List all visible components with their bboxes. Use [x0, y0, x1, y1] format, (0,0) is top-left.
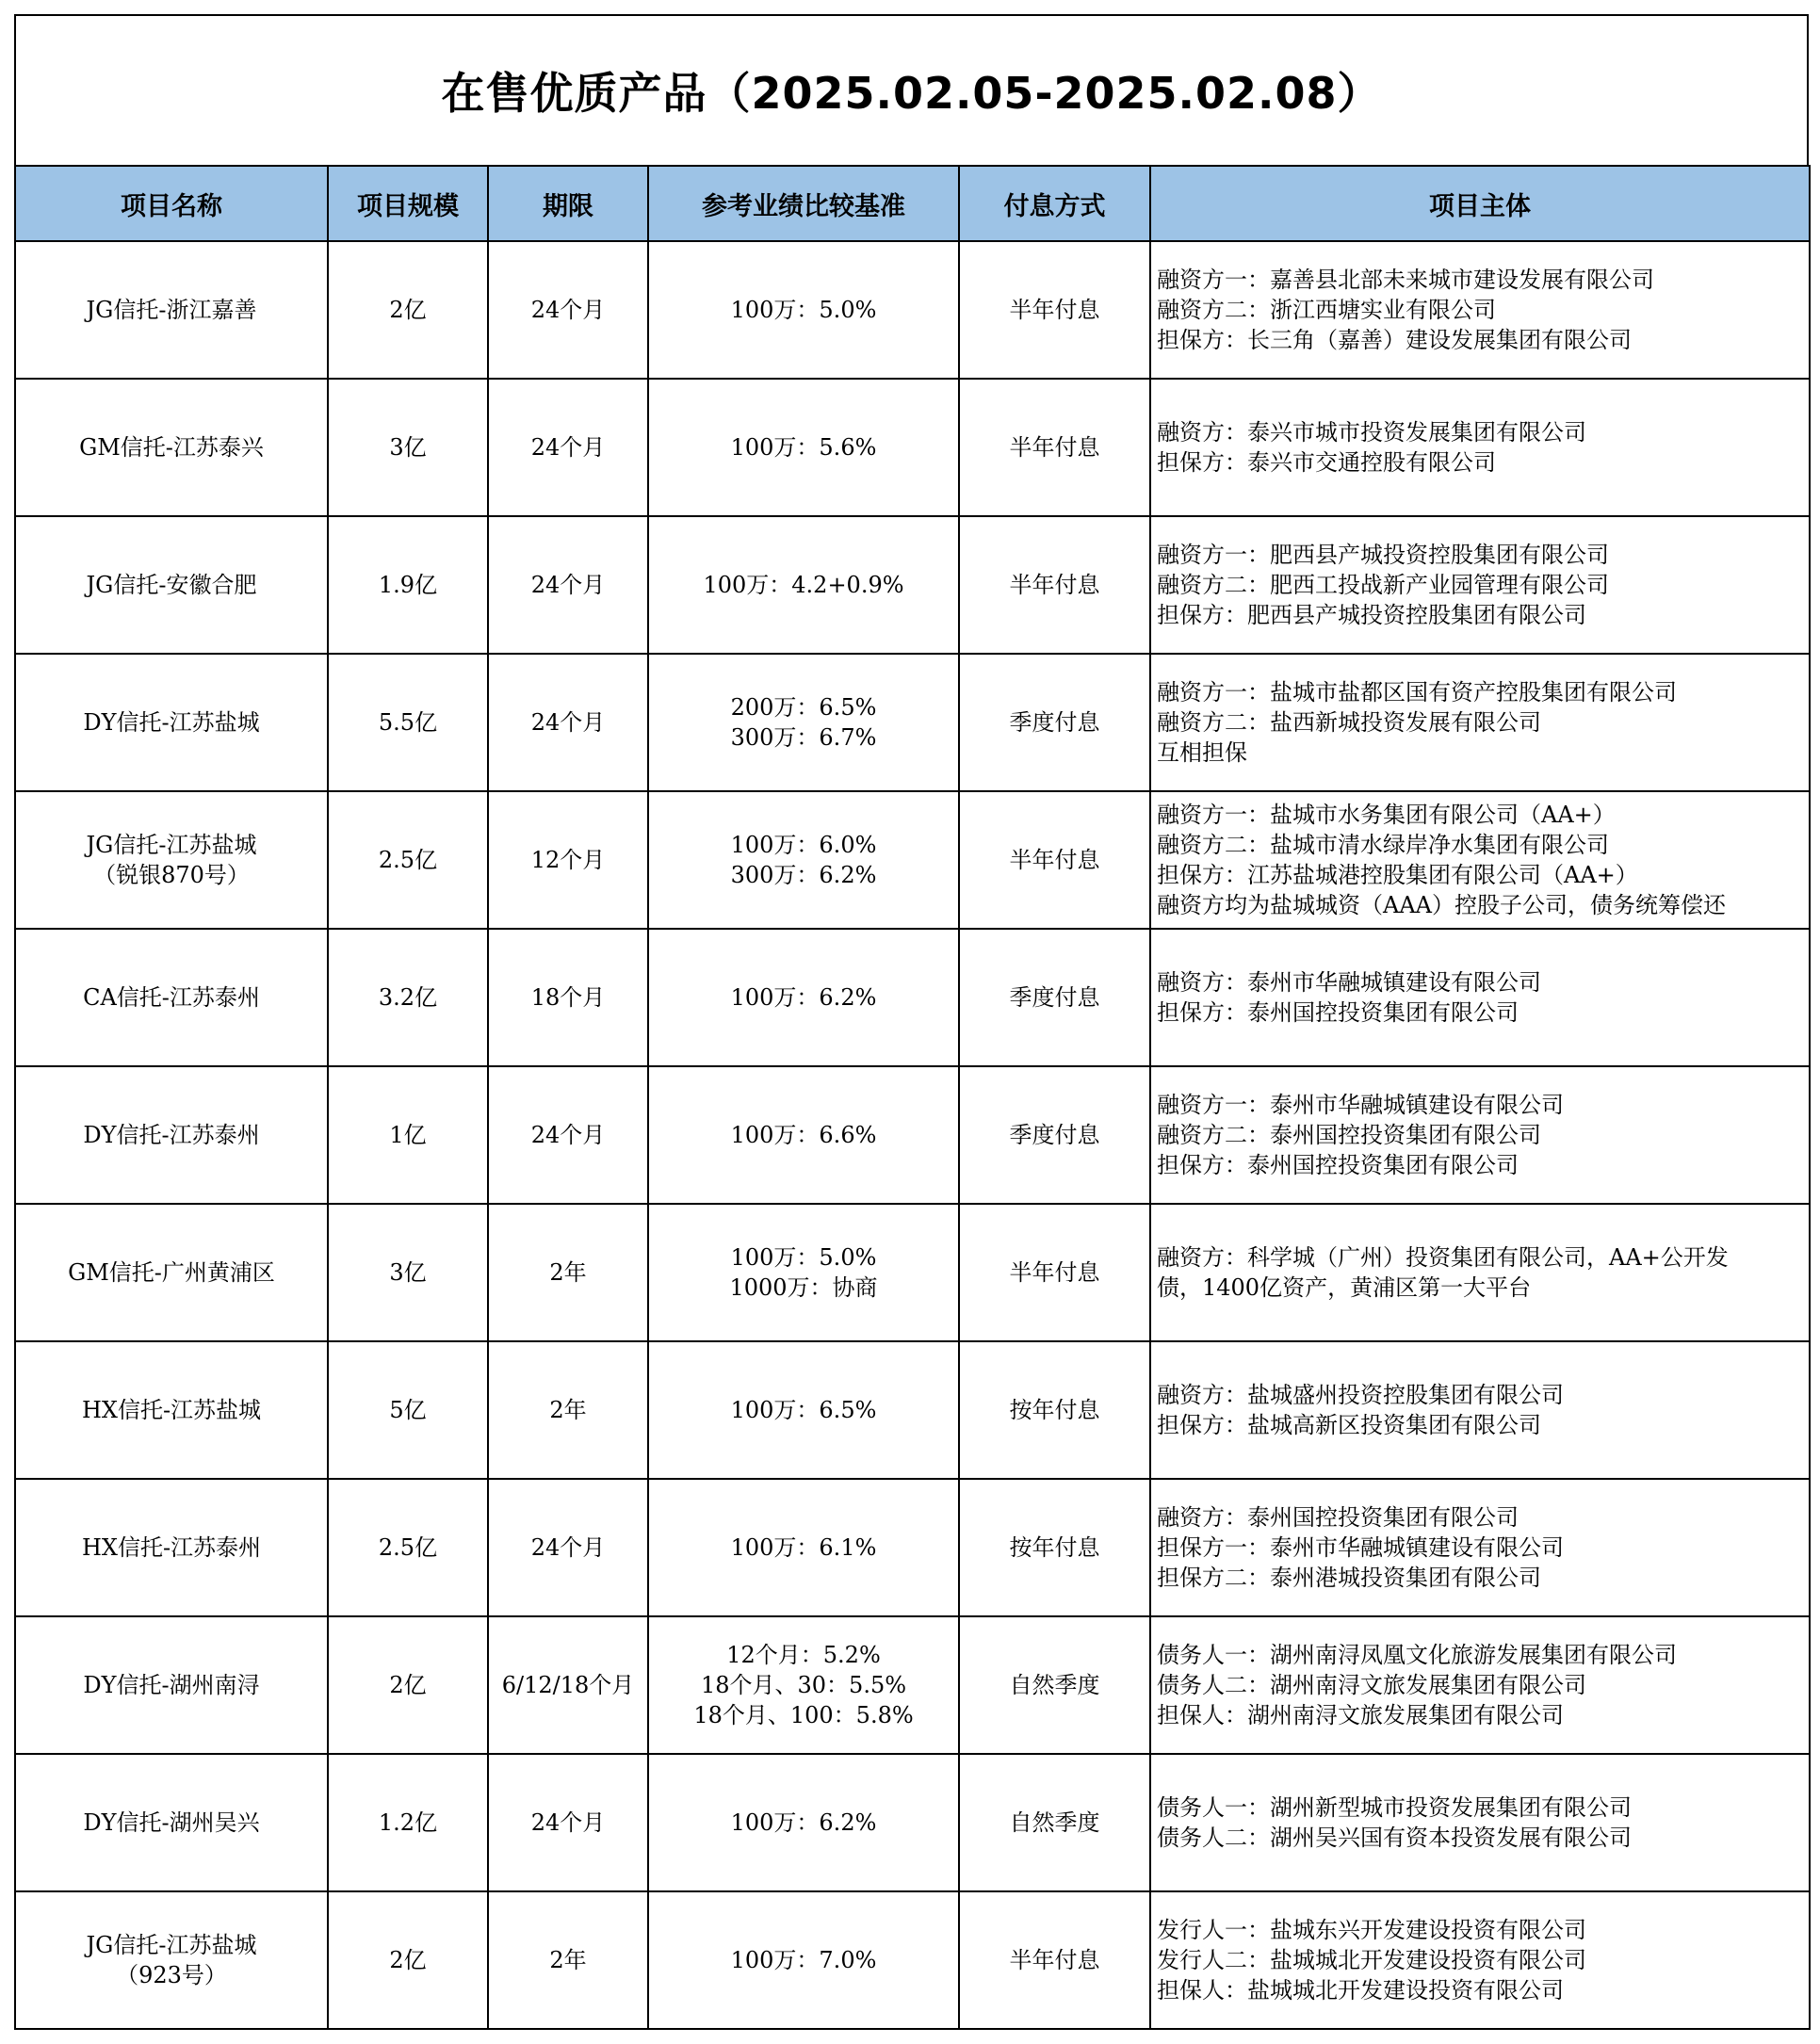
project-name-cell-line: GM信托-广州黄浦区 — [68, 1259, 275, 1286]
subject-cell-line: 债务人一：湖州南浔凤凰文化旅游发展集团有限公司 — [1157, 1642, 1677, 1668]
payment-cell: 按年付息 — [959, 1479, 1150, 1616]
benchmark-cell-line: 100万：6.6% — [730, 1122, 877, 1148]
benchmark-cell — [648, 1754, 959, 1891]
table-row — [15, 1479, 1810, 1616]
payment-cell: 季度付息 — [959, 929, 1150, 1066]
benchmark-cell-line: 100万：6.5% — [730, 1397, 877, 1423]
payment-cell: 按年付息 — [959, 1341, 1150, 1479]
subject-cell-line: 融资方：泰州市华融城镇建设有限公司 — [1157, 969, 1541, 996]
benchmark-cell-line: 100万：7.0% — [730, 1947, 877, 1973]
table-row — [15, 654, 1810, 791]
subject-cell-line: 债务人一：湖州新型城市投资发展集团有限公司 — [1157, 1794, 1632, 1821]
term-cell: 18个月 — [488, 929, 648, 1066]
term-cell: 24个月 — [488, 241, 648, 379]
benchmark-cell-line: 100万：6.1% — [730, 1534, 877, 1561]
subject-cell — [1150, 929, 1810, 1066]
subject-cell — [1150, 1204, 1810, 1341]
benchmark-cell-line: 100万：6.2% — [730, 1809, 877, 1836]
table-row — [15, 1341, 1810, 1479]
product-table — [14, 165, 1811, 2030]
project-scale-cell: 5.5亿 — [328, 654, 488, 791]
term-cell: 24个月 — [488, 1479, 648, 1616]
header-project-scale: 项目规模 — [328, 166, 488, 241]
subject-cell-line: 融资方一：泰州市华融城镇建设有限公司 — [1157, 1092, 1564, 1118]
project-scale-cell: 3.2亿 — [328, 929, 488, 1066]
project-name-cell-line: （锐银870号） — [93, 862, 250, 888]
header-payment: 付息方式 — [959, 166, 1150, 241]
benchmark-cell-line: 200万：6.5% — [730, 694, 877, 721]
page-title: 在售优质产品（2025.02.05-2025.02.08） — [441, 68, 1382, 119]
benchmark-cell-line: 100万：4.2+0.9% — [703, 572, 904, 598]
table-row — [15, 516, 1810, 654]
table-row — [15, 1204, 1810, 1341]
subject-cell — [1150, 1066, 1810, 1204]
header-row — [15, 166, 1810, 241]
project-scale-cell: 2.5亿 — [328, 1479, 488, 1616]
benchmark-cell-line: 18个月、30：5.5% — [700, 1672, 907, 1698]
subject-cell-line: 融资方：盐城盛州投资控股集团有限公司 — [1157, 1382, 1564, 1408]
table-row — [15, 379, 1810, 516]
subject-cell-line: 融资方：科学城（广州）投资集团有限公司，AA+公开发 — [1157, 1244, 1729, 1271]
product-sheet — [14, 14, 1809, 2030]
subject-cell-line: 融资方二：盐城市清水绿岸净水集团有限公司 — [1157, 832, 1609, 858]
project-scale-cell: 2亿 — [328, 241, 488, 379]
benchmark-cell-line: 300万：6.7% — [730, 724, 877, 751]
table-row — [15, 1616, 1810, 1754]
benchmark-cell — [648, 929, 959, 1066]
project-name-cell — [15, 1754, 328, 1891]
subject-cell-line: 融资方均为盐城城资（AAA）控股子公司，债务统筹偿还 — [1157, 892, 1726, 918]
benchmark-cell-line: 12个月：5.2% — [726, 1642, 881, 1668]
term-cell: 24个月 — [488, 379, 648, 516]
benchmark-cell-line: 18个月、100：5.8% — [693, 1702, 914, 1728]
project-scale-cell: 1.2亿 — [328, 1754, 488, 1891]
term-cell: 24个月 — [488, 1754, 648, 1891]
project-name-cell — [15, 379, 328, 516]
subject-cell-line: 担保人：盐城城北开发建设投资有限公司 — [1157, 1977, 1564, 2003]
project-scale-cell: 3亿 — [328, 1204, 488, 1341]
project-name-cell — [15, 516, 328, 654]
subject-cell-line: 担保方一：泰州市华融城镇建设有限公司 — [1157, 1534, 1564, 1561]
subject-cell — [1150, 1341, 1810, 1479]
benchmark-cell — [648, 1341, 959, 1479]
subject-cell-line: 担保方：肥西县产城投资控股集团有限公司 — [1157, 602, 1586, 628]
subject-cell-line: 融资方二：浙江西塘实业有限公司 — [1157, 297, 1496, 323]
subject-cell — [1150, 1616, 1810, 1754]
subject-cell-line: 担保方：盐城高新区投资集团有限公司 — [1157, 1412, 1541, 1438]
subject-cell-line: 融资方：泰州国控投资集团有限公司 — [1157, 1504, 1519, 1531]
subject-cell-line: 发行人二：盐城城北开发建设投资有限公司 — [1157, 1947, 1586, 1973]
payment-cell: 半年付息 — [959, 516, 1150, 654]
subject-cell — [1150, 516, 1810, 654]
project-scale-cell: 3亿 — [328, 379, 488, 516]
benchmark-cell-line: 100万：6.0% — [730, 832, 877, 858]
term-cell: 6/12/18个月 — [488, 1616, 648, 1754]
subject-cell — [1150, 379, 1810, 516]
payment-cell: 半年付息 — [959, 791, 1150, 929]
benchmark-cell — [648, 1479, 959, 1616]
subject-cell-line: 融资方一：盐城市盐都区国有资产控股集团有限公司 — [1157, 679, 1677, 706]
term-cell: 12个月 — [488, 791, 648, 929]
project-name-cell-line: DY信托-江苏泰州 — [83, 1122, 260, 1148]
benchmark-cell — [648, 791, 959, 929]
payment-cell: 半年付息 — [959, 1891, 1150, 2029]
project-name-cell-line: HX信托-江苏盐城 — [81, 1397, 262, 1423]
subject-cell-line: 融资方：泰兴市城市投资发展集团有限公司 — [1157, 419, 1586, 446]
table-row — [15, 1066, 1810, 1204]
payment-cell: 季度付息 — [959, 654, 1150, 791]
benchmark-cell-line: 100万：5.6% — [730, 434, 877, 461]
payment-cell: 半年付息 — [959, 1204, 1150, 1341]
table-row — [15, 1891, 1810, 2029]
project-name-cell-line: JG信托-安徽合肥 — [86, 572, 257, 598]
benchmark-cell — [648, 1616, 959, 1754]
project-name-cell — [15, 1066, 328, 1204]
project-name-cell-line: GM信托-江苏泰兴 — [79, 434, 264, 461]
project-scale-cell: 2亿 — [328, 1891, 488, 2029]
project-name-cell-line: DY信托-江苏盐城 — [83, 709, 260, 736]
subject-cell-line: 融资方一：盐城市水务集团有限公司（AA+） — [1157, 802, 1616, 828]
subject-cell — [1150, 791, 1810, 929]
subject-cell-line: 债务人二：湖州南浔文旅发展集团有限公司 — [1157, 1672, 1586, 1698]
benchmark-cell-line: 1000万：协商 — [729, 1274, 878, 1301]
table-body — [15, 241, 1810, 2029]
project-name-cell-line: HX信托-江苏泰州 — [81, 1534, 262, 1561]
project-name-cell-line: JG信托-浙江嘉善 — [86, 297, 257, 323]
subject-cell-line: 债，1400亿资产，黄浦区第一大平台 — [1157, 1274, 1532, 1301]
subject-cell — [1150, 241, 1810, 379]
benchmark-cell — [648, 241, 959, 379]
project-name-cell — [15, 1479, 328, 1616]
subject-cell-line: 互相担保 — [1157, 739, 1247, 766]
project-scale-cell: 2亿 — [328, 1616, 488, 1754]
table-row — [15, 241, 1810, 379]
project-name-cell — [15, 1341, 328, 1479]
project-name-cell-line: DY信托-湖州吴兴 — [83, 1809, 260, 1836]
project-name-cell — [15, 791, 328, 929]
header-benchmark: 参考业绩比较基准 — [648, 166, 959, 241]
project-name-cell — [15, 1616, 328, 1754]
table-row — [15, 1754, 1810, 1891]
term-cell: 24个月 — [488, 516, 648, 654]
benchmark-cell-line: 100万：5.0% — [730, 297, 877, 323]
subject-cell — [1150, 654, 1810, 791]
subject-cell-line: 融资方二：肥西工投战新产业园管理有限公司 — [1157, 572, 1609, 598]
project-name-cell-line: JG信托-江苏盐城 — [86, 1932, 257, 1958]
subject-cell — [1150, 1479, 1810, 1616]
payment-cell: 自然季度 — [959, 1616, 1150, 1754]
title-box — [14, 14, 1809, 165]
project-scale-cell: 1亿 — [328, 1066, 488, 1204]
project-scale-cell: 2.5亿 — [328, 791, 488, 929]
header-project-name: 项目名称 — [15, 166, 328, 241]
payment-cell: 半年付息 — [959, 241, 1150, 379]
project-name-cell — [15, 1891, 328, 2029]
payment-cell: 季度付息 — [959, 1066, 1150, 1204]
subject-cell-line: 融资方二：盐西新城投资发展有限公司 — [1157, 709, 1541, 736]
project-scale-cell: 1.9亿 — [328, 516, 488, 654]
subject-cell-line: 担保方二：泰州港城投资集团有限公司 — [1157, 1565, 1541, 1591]
project-name-cell-line: JG信托-江苏盐城 — [86, 832, 257, 858]
benchmark-cell — [648, 654, 959, 791]
header-subject: 项目主体 — [1150, 166, 1810, 241]
table-row — [15, 929, 1810, 1066]
project-name-cell — [15, 1204, 328, 1341]
subject-cell — [1150, 1891, 1810, 2029]
benchmark-cell-line: 300万：6.2% — [730, 862, 877, 888]
subject-cell-line: 融资方一：嘉善县北部未来城市建设发展有限公司 — [1157, 267, 1654, 293]
subject-cell — [1150, 1754, 1810, 1891]
project-name-cell — [15, 654, 328, 791]
project-name-cell-line: DY信托-湖州南浔 — [83, 1672, 260, 1698]
term-cell: 24个月 — [488, 654, 648, 791]
subject-cell-line: 担保人：湖州南浔文旅发展集团有限公司 — [1157, 1702, 1564, 1728]
subject-cell-line: 担保方：泰兴市交通控股有限公司 — [1157, 449, 1496, 476]
project-name-cell — [15, 929, 328, 1066]
project-scale-cell: 5亿 — [328, 1341, 488, 1479]
benchmark-cell — [648, 1066, 959, 1204]
table-row — [15, 791, 1810, 929]
payment-cell: 自然季度 — [959, 1754, 1150, 1891]
subject-cell-line: 债务人二：湖州吴兴国有资本投资发展有限公司 — [1157, 1825, 1632, 1851]
benchmark-cell-line: 100万：5.0% — [730, 1244, 877, 1271]
header-term: 期限 — [488, 166, 648, 241]
subject-cell-line: 发行人一：盐城东兴开发建设投资有限公司 — [1157, 1917, 1586, 1943]
term-cell: 24个月 — [488, 1066, 648, 1204]
term-cell: 2年 — [488, 1204, 648, 1341]
project-name-cell-line: CA信托-江苏泰州 — [83, 984, 260, 1011]
subject-cell-line: 担保方：泰州国控投资集团有限公司 — [1157, 1152, 1519, 1178]
benchmark-cell — [648, 1204, 959, 1341]
benchmark-cell — [648, 516, 959, 654]
project-name-cell-line: （923号） — [116, 1962, 227, 1988]
subject-cell-line: 融资方一：肥西县产城投资控股集团有限公司 — [1157, 542, 1609, 568]
term-cell: 2年 — [488, 1341, 648, 1479]
subject-cell-line: 担保方：长三角（嘉善）建设发展集团有限公司 — [1157, 327, 1632, 353]
benchmark-cell-line: 100万：6.2% — [730, 984, 877, 1011]
benchmark-cell — [648, 379, 959, 516]
payment-cell: 半年付息 — [959, 379, 1150, 516]
subject-cell-line: 融资方二：泰州国控投资集团有限公司 — [1157, 1122, 1541, 1148]
term-cell: 2年 — [488, 1891, 648, 2029]
subject-cell-line: 担保方：江苏盐城港控股集团有限公司（AA+） — [1157, 862, 1638, 888]
project-name-cell — [15, 241, 328, 379]
benchmark-cell — [648, 1891, 959, 2029]
subject-cell-line: 担保方：泰州国控投资集团有限公司 — [1157, 999, 1519, 1026]
